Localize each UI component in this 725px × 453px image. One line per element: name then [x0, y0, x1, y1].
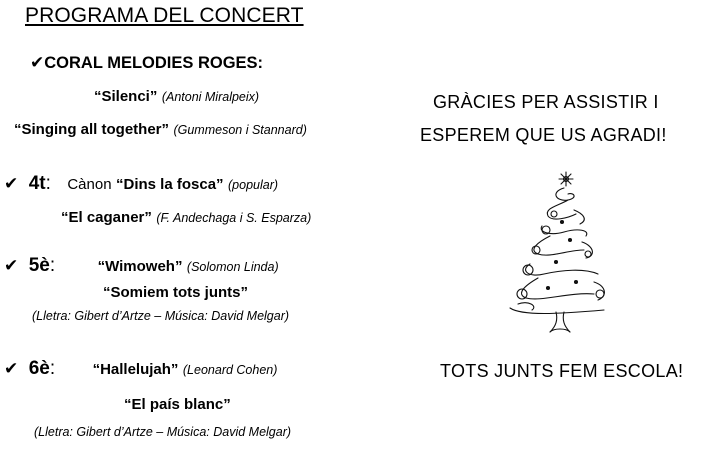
thanks-line-2: ESPEREM QUE US AGRADI!: [420, 125, 667, 145]
grade6-credits: (Lletra: Gibert d’Artze – Música: David Melgar): [34, 425, 292, 439]
grade-colon: :: [49, 358, 56, 379]
grade-label: 5è: [28, 255, 50, 276]
song-author: (popular): [228, 178, 279, 192]
checkmark-icon: ✔: [4, 359, 19, 378]
grade4-song-2: [61, 209, 311, 227]
song-title: “El país blanc”: [124, 396, 231, 413]
song-title: “Wimoweh”: [97, 258, 183, 275]
grade-label: 6è: [28, 358, 50, 379]
grade6-row: [4, 358, 277, 380]
checkmark-icon: ✔: [30, 53, 45, 72]
song-author: (Solomon Linda): [186, 260, 279, 274]
song-title: “Silenci”: [94, 88, 158, 105]
coral-heading-row: [30, 53, 263, 73]
song-title: “Singing all together”: [14, 121, 170, 138]
song-title: “Hallelujah”: [92, 361, 179, 378]
song-author: (F. Andechaga i S. Esparza): [156, 211, 312, 225]
song-author: (Gummeson i Stannard): [173, 123, 307, 137]
grade4-row: [4, 173, 278, 195]
grade5-row: [4, 255, 279, 277]
song-kind: Cànon: [67, 176, 112, 193]
checkmark-icon: ✔: [4, 174, 19, 193]
closing-message: TOTS JUNTS FEM ESCOLA!: [440, 361, 684, 381]
checkmark-icon: ✔: [4, 256, 19, 275]
song-title: “El caganer”: [61, 209, 152, 226]
song-title: “Somiem tots junts”: [103, 284, 249, 301]
song-title: “Dins la fosca”: [116, 176, 224, 193]
thanks-line-1: GRÀCIES PER ASSISTIR I: [433, 92, 659, 112]
coral-song-1: [94, 88, 259, 106]
grade5-song-2: [103, 284, 248, 302]
grade-colon: :: [49, 255, 56, 276]
song-author: (Antoni Miralpeix): [161, 90, 260, 104]
grade-label: 4t: [28, 173, 46, 194]
grade6-song-2: [124, 396, 231, 414]
coral-heading: CORAL MELODIES ROGES:: [44, 54, 264, 72]
song-author: (Leonard Cohen): [182, 363, 278, 377]
page-title: PROGRAMA DEL CONCERT: [25, 4, 304, 27]
star-icon: [559, 172, 573, 186]
grade5-credits: (Lletra: Gibert d’Artze – Música: David Melgar): [32, 309, 290, 323]
coral-song-2: [14, 121, 307, 139]
christmas-tree-icon: [498, 170, 610, 340]
grade-colon: :: [45, 173, 51, 194]
